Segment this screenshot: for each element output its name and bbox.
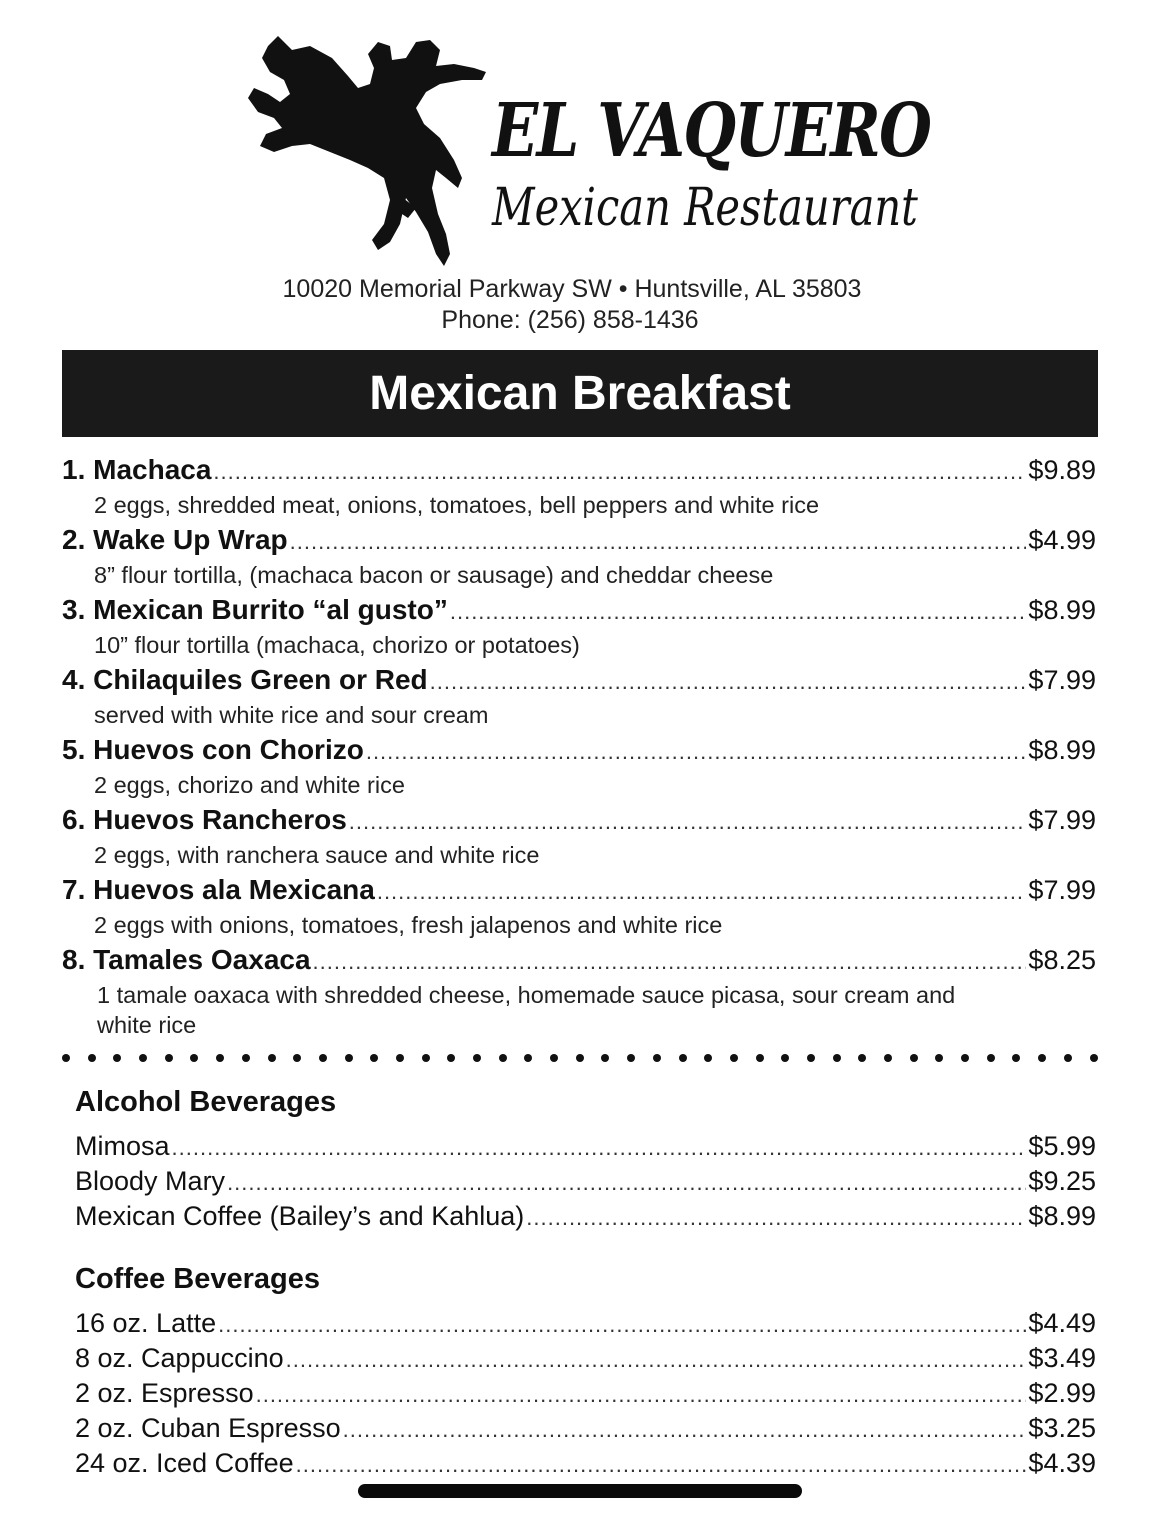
dot-leader [430, 669, 1027, 695]
divider-dot [293, 1054, 301, 1062]
breakfast-title: Mexican Breakfast [369, 367, 791, 420]
beverage-item [75, 1343, 1096, 1378]
item-name: 8. Tamales Oaxaca [62, 944, 311, 975]
dot-leader [256, 1382, 1027, 1408]
divider-dot [679, 1054, 687, 1062]
item-price: $7.99 [1028, 665, 1096, 695]
item-description: 1 tamale oaxaca with shredded cheese, homemade sauce picasa, sour cream and white rice [97, 982, 956, 1038]
beverage-item [75, 1413, 1096, 1448]
item-price: $9.89 [1028, 455, 1096, 485]
divider-dot [139, 1054, 147, 1062]
beverage-price: $9.25 [1028, 1166, 1096, 1196]
divider-dot [473, 1054, 481, 1062]
dotted-divider [62, 1046, 1098, 1070]
dot-leader [227, 1170, 1026, 1196]
beverage-item [75, 1201, 1096, 1236]
dot-leader [218, 1312, 1026, 1338]
divider-dot [165, 1054, 173, 1062]
divider-dot [961, 1054, 969, 1062]
beverage-name: 8 oz. Cappuccino [75, 1343, 284, 1373]
divider-dot [216, 1054, 224, 1062]
item-price: $8.25 [1028, 945, 1096, 975]
divider-dot [833, 1054, 841, 1062]
dot-leader [377, 879, 1027, 905]
dot-leader [349, 809, 1027, 835]
breakfast-banner [62, 350, 1098, 437]
beverage-item [75, 1448, 1096, 1483]
divider-dot [268, 1054, 276, 1062]
dot-leader [313, 949, 1027, 975]
beverage-price: $8.99 [1028, 1201, 1096, 1231]
divider-dot [62, 1054, 70, 1062]
divider-dot [858, 1054, 866, 1062]
divider-dot [396, 1054, 404, 1062]
beverage-item [75, 1308, 1096, 1343]
restaurant-subtitle: Mexican Restaurant [492, 178, 918, 238]
item-name: 7. Huevos ala Mexicana [62, 874, 375, 905]
divider-dot [884, 1054, 892, 1062]
beverage-name: Mexican Coffee (Bailey’s and Kahlua) [75, 1201, 525, 1231]
item-description: 8” flour tortilla, (machaca bacon or sausage) and cheddar cheese [94, 562, 774, 588]
dot-leader [172, 1135, 1027, 1161]
menu-item [62, 664, 1096, 732]
beverage-item [75, 1166, 1096, 1201]
dot-leader [450, 599, 1027, 625]
divider-dot [807, 1054, 815, 1062]
beverage-price: $4.49 [1028, 1308, 1096, 1338]
divider-dot [1012, 1054, 1020, 1062]
divider-dot [524, 1054, 532, 1062]
divider-dot [88, 1054, 96, 1062]
restaurant-name: EL VAQUERO [492, 88, 931, 174]
dot-leader [343, 1417, 1027, 1443]
restaurant-phone: Phone: (256) 858-1436 [441, 306, 699, 334]
dot-leader [296, 1452, 1027, 1478]
dot-leader [290, 529, 1027, 555]
divider-dot [704, 1054, 712, 1062]
dot-leader [213, 459, 1026, 485]
divider-dot [781, 1054, 789, 1062]
alcohol-list [75, 1131, 1096, 1236]
horse-rider-icon [240, 28, 500, 278]
item-price: $7.99 [1028, 875, 1096, 905]
beverage-name: 24 oz. Iced Coffee [75, 1448, 294, 1478]
divider-dot [730, 1054, 738, 1062]
beverage-item [75, 1131, 1096, 1166]
item-name: 3. Mexican Burrito “al gusto” [62, 594, 448, 625]
item-description: 10” flour tortilla (machaca, chorizo or potatoes) [94, 632, 580, 658]
menu-item [62, 874, 1096, 942]
menu-item [62, 524, 1096, 592]
menu-item [62, 734, 1096, 802]
divider-dot [345, 1054, 353, 1062]
dot-leader [286, 1347, 1027, 1373]
item-description: 2 eggs with onions, tomatoes, fresh jalapenos and white rice [94, 912, 723, 938]
divider-dot [601, 1054, 609, 1062]
beverage-name: Bloody Mary [75, 1166, 226, 1196]
divider-dot [756, 1054, 764, 1062]
divider-dot [935, 1054, 943, 1062]
beverage-item [75, 1378, 1096, 1413]
item-description: 2 eggs, shredded meat, onions, tomatoes, bell peppers and white rice [94, 492, 820, 518]
divider-dot [653, 1054, 661, 1062]
dot-leader [526, 1205, 1026, 1231]
alcohol-section-title: Alcohol Beverages [75, 1086, 337, 1118]
beverage-name: 16 oz. Latte [75, 1308, 217, 1338]
divider-dot [910, 1054, 918, 1062]
beverage-price: $3.25 [1028, 1413, 1096, 1443]
divider-dot [370, 1054, 378, 1062]
beverage-name: Mimosa [75, 1131, 170, 1161]
divider-dot [319, 1054, 327, 1062]
beverage-price: $4.39 [1028, 1448, 1096, 1478]
divider-dot [576, 1054, 584, 1062]
divider-dot [447, 1054, 455, 1062]
item-price: $4.99 [1028, 525, 1096, 555]
divider-dot [987, 1054, 995, 1062]
coffee-list [75, 1308, 1096, 1483]
divider-dot [1090, 1054, 1098, 1062]
restaurant-logo [240, 28, 931, 278]
item-price: $8.99 [1028, 735, 1096, 765]
menu-item [62, 944, 1096, 1042]
divider-dot [242, 1054, 250, 1062]
beverage-name: 2 oz. Espresso [75, 1378, 254, 1408]
restaurant-address: 10020 Memorial Parkway SW • Huntsville, AL 35803 [282, 275, 862, 303]
item-name: 5. Huevos con Chorizo [62, 734, 364, 765]
breakfast-items [62, 454, 1096, 1044]
divider-dot [1038, 1054, 1046, 1062]
divider-dot [550, 1054, 558, 1062]
beverage-name: 2 oz. Cuban Espresso [75, 1413, 341, 1443]
item-description: 2 eggs, chorizo and white rice [94, 772, 405, 798]
item-description: served with white rice and sour cream [94, 702, 489, 728]
menu-item [62, 454, 1096, 522]
item-description: 2 eggs, with ranchera sauce and white rice [94, 842, 540, 868]
divider-dot [422, 1054, 430, 1062]
beverage-price: $2.99 [1028, 1378, 1096, 1408]
divider-dot [113, 1054, 121, 1062]
divider-dot [499, 1054, 507, 1062]
divider-dot [190, 1054, 198, 1062]
item-name: 1. Machaca [62, 454, 212, 485]
menu-item [62, 594, 1096, 662]
item-name: 2. Wake Up Wrap [62, 524, 288, 555]
item-name: 6. Huevos Rancheros [62, 804, 347, 835]
item-price: $7.99 [1028, 805, 1096, 835]
item-price: $8.99 [1028, 595, 1096, 625]
item-name: 4. Chilaquiles Green or Red [62, 664, 428, 695]
coffee-section-title: Coffee Beverages [75, 1263, 320, 1295]
divider-dot [627, 1054, 635, 1062]
beverage-price: $3.49 [1028, 1343, 1096, 1373]
divider-dot [1064, 1054, 1072, 1062]
dot-leader [366, 739, 1027, 765]
beverage-price: $5.99 [1028, 1131, 1096, 1161]
home-indicator[interactable] [358, 1484, 802, 1498]
menu-item [62, 804, 1096, 872]
